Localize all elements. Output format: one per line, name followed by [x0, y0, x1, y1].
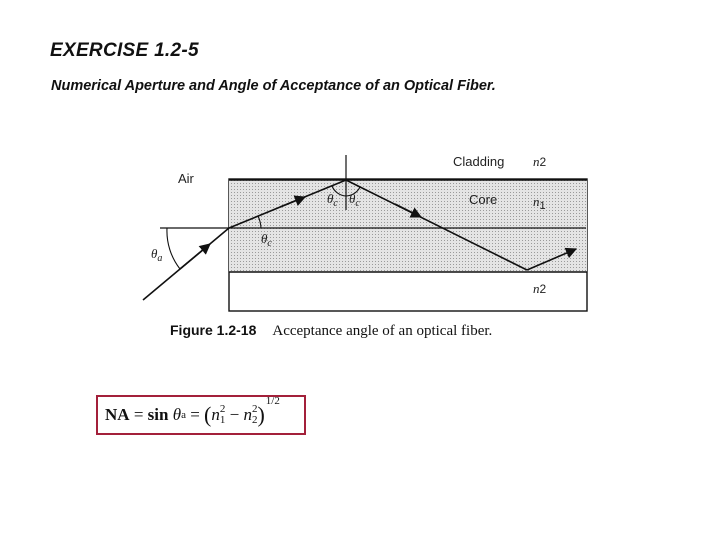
formula-theta: θ — [172, 405, 182, 424]
formula-lhs: NA — [105, 405, 130, 424]
air-label: Air — [178, 171, 194, 186]
formula-minus: − — [229, 405, 240, 424]
theta-c-right-label: $\theta_c$ — [349, 191, 360, 209]
formula-n1: n — [211, 405, 220, 424]
formula-n1-sup: 2 — [219, 403, 226, 415]
figure-caption-text: Acceptance angle of an optical fiber. — [272, 323, 493, 339]
formula-eq: = — [133, 405, 144, 424]
figure-caption — [170, 322, 492, 340]
formula-n2: n — [243, 405, 252, 424]
incident-ray-arrow — [180, 244, 210, 269]
formula-theta-sub: a — [181, 409, 186, 421]
formula-sin: sin — [147, 405, 169, 424]
formula-eq2: = — [190, 405, 200, 424]
formula-n2-sup: 2 — [251, 403, 258, 415]
acceptance-angle-arc — [167, 228, 180, 269]
formula-exponent: 1/2 — [265, 395, 280, 407]
cladding-label: Cladding — [453, 154, 505, 169]
formula-open-paren: ( — [204, 402, 212, 427]
n1-label: $n_1$ — [533, 194, 546, 212]
numerical-aperture-formula — [96, 395, 306, 435]
formula-n2-sub: 2 — [251, 414, 258, 426]
exercise-title: EXERCISE 1.2-5 — [50, 40, 199, 61]
exercise-subtitle: Numerical Aperture and Angle of Acceptance of an Optical Fiber. — [51, 78, 496, 94]
theta-c-refraction-label: $\theta_c$ — [261, 231, 272, 249]
theta-c-left-label: $\theta_c$ — [327, 191, 338, 209]
n2-top-label: n2 — [533, 154, 547, 169]
theta-a-label: $\theta_a$ — [151, 246, 163, 264]
core-label: Core — [469, 192, 498, 207]
formula-n1-sub: 1 — [219, 414, 226, 426]
formula-close-paren: ) — [257, 402, 265, 427]
n2-bottom-label: n2 — [533, 281, 547, 296]
figure-number: Figure 1.2-18 — [170, 322, 257, 338]
